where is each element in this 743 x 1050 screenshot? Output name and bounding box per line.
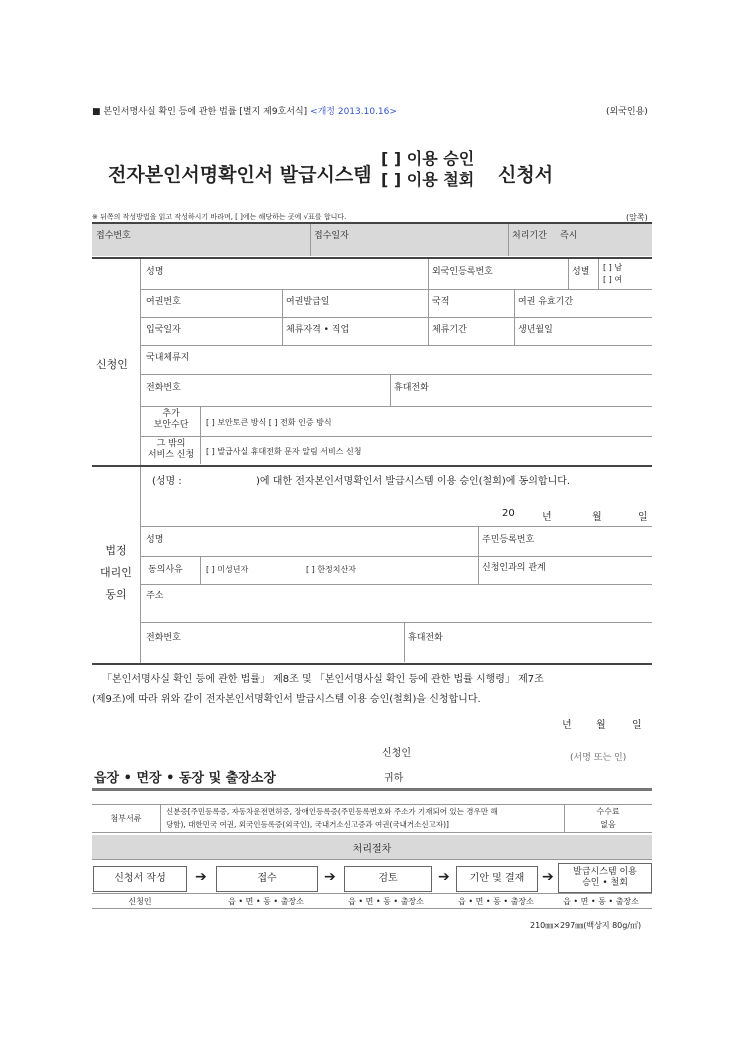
recipient: 읍장 • 면장 • 동장 및 출장소장 — [94, 771, 276, 786]
guardian-mobile-label: 휴대전화 — [408, 633, 443, 643]
paper-spec: 210㎜×297㎜(백상지 80g/㎡) — [530, 921, 642, 930]
reason-minor-checkbox[interactable]: [ ] 미성년자 — [206, 565, 249, 574]
signature-label: (서명 또는 인) — [570, 753, 627, 763]
stay-period-label: 체류기간 — [432, 325, 467, 335]
step-actor: 읍 • 면 • 동 • 출장소 — [563, 897, 639, 906]
receipt-date-label: 접수일자 — [314, 231, 349, 241]
instruction-note: ※ 뒤쪽의 작성방법을 읽고 작성하시기 바라며, [ ]에는 해당하는 곳에 √표를 합니다. — [92, 213, 347, 221]
consent-name-label: (성명 : — [152, 476, 182, 487]
attachments-text: 신분증[주민등록증, 자동차운전면허증, 장애인등록증(주민등록번호와 주소가 기재되어 있는 경우만 해 당함), 대한민국 여권, 외국인등록증(외국인), 국내거소신고증과 여권(국내거소신고자)] — [166, 807, 498, 829]
title-option-approve: [ ] 이용 승인 — [381, 149, 475, 168]
reason-limited-checkbox[interactable]: [ ] 한정치산자 — [306, 565, 356, 574]
applicant-mobile-label: 휴대전화 — [394, 383, 429, 393]
guardian-address-label: 주소 — [146, 591, 164, 601]
revision-date: <개정 2013.10.16> — [310, 107, 397, 117]
title-option-withdraw: [ ] 이용 철회 — [381, 170, 475, 189]
declaration-day: 일 — [632, 720, 642, 731]
recipient-honorific: 귀하 — [384, 773, 404, 784]
passport-issue-label: 여권발급일 — [286, 297, 330, 307]
arrow-icon: ➔ — [324, 869, 336, 885]
status-label: 체류자격 • 직업 — [286, 325, 350, 335]
guardian-phone-label: 전화번호 — [146, 633, 181, 643]
guardian-section-label: 법정 대리인 동의 — [100, 544, 132, 601]
other-service-options[interactable]: [ ] 발급사실 휴대전화 문자 알림 서비스 신청 — [206, 447, 362, 456]
other-service-label: 그 밖의 서비스 신청 — [147, 439, 195, 460]
step-review: 검토 — [344, 866, 432, 892]
fee-cell — [564, 805, 652, 831]
step-application: 신청서 작성 — [93, 866, 187, 892]
processing-period-value: 즉시 — [560, 231, 578, 241]
consent-day-unit: 일 — [638, 512, 648, 523]
usage-label: (외국인용) — [606, 107, 648, 117]
step-actor: 읍 • 면 • 동 • 출장소 — [228, 897, 304, 906]
declaration-year: 년 — [562, 720, 572, 731]
declaration-line-1: 「본인서명사실 확인 등에 관한 법률」 제8조 및 「본인서명사실 확인 등에 관한 법률 시행령」 제7조 — [102, 674, 544, 685]
applicant-section-label: 신청인 — [96, 358, 128, 371]
fee-label: 수수료 — [596, 807, 620, 816]
title-main: 전자본인서명확인서 발급시스템 — [108, 164, 372, 186]
page-side: (앞쪽) — [626, 213, 648, 222]
applicant-name-label: 성명 — [146, 267, 164, 277]
consent-reason-label: 동의사유 — [148, 565, 183, 575]
attachments-label: 첨부서류 — [110, 813, 142, 823]
procedure-title: 처리절차 — [92, 835, 652, 859]
form-reference: ■ 본인서명사실 확인 등에 관한 법률 [별지 제9호서식] <개정 2013.10.16> — [92, 107, 397, 117]
consent-text: )에 대한 전자본인서명확인서 발급시스템 이용 승인(철회)에 동의합니다. — [256, 476, 571, 487]
applicant-phone-label: 전화번호 — [146, 383, 181, 393]
step-receipt: 접수 — [216, 866, 318, 892]
gender-options — [603, 262, 622, 286]
consent-month-unit: 월 — [592, 512, 602, 523]
consent-year: 20 — [502, 508, 515, 519]
arrow-icon: ➔ — [542, 869, 554, 885]
step-approval: 기안 및 결재 — [456, 866, 538, 892]
step-actor: 읍 • 면 • 동 • 출장소 — [348, 897, 424, 906]
declaration-month: 월 — [596, 720, 606, 731]
guardian-name-label: 성명 — [146, 535, 164, 545]
fee-value: 없음 — [600, 820, 616, 829]
gender-label: 성별 — [572, 267, 590, 277]
relation-label: 신청인과의 관계 — [482, 563, 546, 573]
declaration-applicant: 신청인 — [382, 748, 411, 759]
step-actor: 신청인 — [128, 897, 152, 906]
consent-year-unit: 년 — [542, 512, 552, 523]
birth-label: 생년월일 — [518, 325, 553, 335]
passport-valid-label: 여권 유효기간 — [518, 297, 574, 307]
gender-female-checkbox[interactable]: [ ] 여 — [603, 275, 623, 284]
security-options[interactable]: [ ] 보안토큰 방식 [ ] 전화 인증 방식 — [206, 418, 332, 427]
security-label: 추가 보안수단 — [153, 409, 189, 430]
title-options — [381, 148, 474, 190]
processing-period-label: 처리기간 — [512, 231, 547, 241]
declaration-line-2: (제9조)에 따라 위와 같이 전자본인서명확인서 발급시스템 이용 승인(철회)을 신청합니다. — [92, 694, 481, 705]
applicant-regno-label: 외국인등록번호 — [432, 267, 493, 277]
passport-no-label: 여권번호 — [146, 297, 181, 307]
step-actor: 읍 • 면 • 동 • 출장소 — [458, 897, 534, 906]
gender-male-checkbox[interactable]: [ ] 남 — [603, 263, 623, 272]
arrow-icon: ➔ — [195, 869, 207, 885]
nationality-label: 국적 — [432, 297, 450, 307]
domestic-address-label: 국내체류지 — [146, 353, 190, 363]
guardian-rrn-label: 주민등록번호 — [482, 535, 535, 545]
title-suffix: 신청서 — [498, 164, 554, 186]
entry-date-label: 입국일자 — [146, 325, 181, 335]
receipt-number-label: 접수번호 — [96, 231, 131, 241]
step-issue-system: 발급시스템 이용 승인 • 철회 — [558, 863, 652, 893]
arrow-icon: ➔ — [438, 869, 450, 885]
